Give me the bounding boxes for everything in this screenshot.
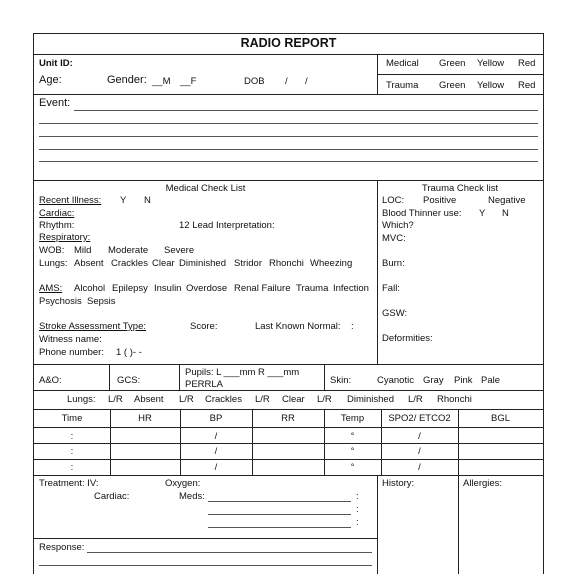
loc-negative-option[interactable]: Negative [488, 195, 526, 206]
ams-renal-failure-option[interactable]: Renal Failure [234, 283, 291, 294]
event-line[interactable] [39, 123, 538, 124]
skin-cyanotic-option[interactable]: Cyanotic [377, 375, 414, 386]
loc-positive-option[interactable]: Positive [423, 195, 457, 206]
trauma-checklist-heading: Trauma Check list [421, 183, 499, 194]
meds-label: Meds: [179, 491, 205, 502]
pupils-label[interactable]: Pupils: L ___mm R ___mm [185, 367, 300, 378]
lungs-absent-option[interactable]: Absent [74, 258, 104, 269]
skin-pink-option[interactable]: Pink [454, 375, 473, 386]
divider [34, 538, 377, 539]
age-label: Age: [39, 74, 62, 86]
ams-sepsis-option[interactable]: Sepsis [87, 296, 116, 307]
event-line[interactable] [39, 149, 538, 150]
recent-illness-label: Recent Illness: [39, 195, 102, 206]
loc-label: LOC: [382, 195, 405, 206]
divider [34, 390, 543, 391]
vitals-cell[interactable]: : [70, 431, 74, 442]
respiratory-label: Respiratory: [39, 232, 91, 243]
lungs-side-toggle[interactable]: L/R [108, 394, 123, 405]
recent-illness-no[interactable]: N [144, 195, 151, 206]
rhythm-label: Rhythm: [39, 220, 75, 231]
unit-id-label: Unit ID: [39, 58, 73, 69]
ams-label: AMS: [39, 283, 63, 294]
event-line[interactable] [74, 110, 538, 111]
trauma-priority-label: Trauma [386, 80, 419, 91]
vitals-cell[interactable]: / [418, 462, 421, 473]
lungs-side-toggle[interactable]: L/R [408, 394, 423, 405]
medical-red-option[interactable]: Red [518, 58, 536, 69]
skin-label: Skin: [330, 375, 352, 386]
lungs-row-label: Lungs: [67, 394, 96, 405]
vitals-header-rr: RR [281, 413, 295, 424]
vitals-cell[interactable]: / [418, 431, 421, 442]
treatment-iv-label: Treatment: IV: [39, 478, 99, 489]
lungs-label: Lungs: [39, 258, 68, 269]
skin-pale-option[interactable]: Pale [481, 375, 501, 386]
lungs-side-toggle[interactable]: L/R [255, 394, 270, 405]
vitals-header-spo2-etco2: SPO2/ ETCO2 [388, 413, 451, 424]
radio-report-form [33, 33, 544, 574]
ams-alcohol-option[interactable]: Alcohol [74, 283, 106, 294]
meds-line[interactable] [208, 527, 351, 528]
lungs-rhonchi-option[interactable]: Rhonchi [269, 258, 304, 269]
blood-thinner-yes[interactable]: Y [479, 208, 486, 219]
mvc-label: MVC: [382, 233, 406, 244]
vitals-cell[interactable]: : [70, 446, 74, 457]
ams-psychosis-option[interactable]: Psychosis [39, 296, 82, 307]
dob-separator: / [305, 76, 308, 87]
lungs-diminished-option[interactable]: Diminished [347, 394, 394, 405]
gender-m-option[interactable]: __M [152, 76, 171, 87]
lungs-clear-option[interactable]: Clear [282, 394, 305, 405]
divider [34, 364, 543, 365]
lungs-clear-option[interactable]: Clear [152, 258, 175, 269]
ams-epilepsy-option[interactable]: Epilepsy [112, 283, 148, 294]
gender-label: Gender: [107, 74, 147, 86]
divider [34, 94, 543, 95]
time-colon: : [351, 321, 354, 332]
wob-mild-option[interactable]: Mild [74, 245, 92, 256]
report-title: RADIO REPORT [240, 36, 337, 50]
medical-yellow-option[interactable]: Yellow [477, 58, 505, 69]
witness-name-label: Witness name: [39, 334, 102, 345]
trauma-yellow-option[interactable]: Yellow [477, 80, 505, 91]
stroke-assessment-label: Stroke Assessment Type: [39, 321, 147, 332]
wob-moderate-option[interactable]: Moderate [108, 245, 149, 256]
wob-label: WOB: [39, 245, 65, 256]
lungs-diminished-option[interactable]: Diminished [179, 258, 226, 269]
dob-label: DOB [244, 76, 265, 87]
vitals-cell[interactable]: : [70, 462, 74, 473]
divider [109, 364, 110, 390]
lungs-absent-option[interactable]: Absent [134, 394, 164, 405]
medical-green-option[interactable]: Green [439, 58, 466, 69]
vitals-cell[interactable]: / [214, 462, 218, 473]
meds-time-colon: : [356, 491, 359, 502]
which-label: Which? [382, 220, 414, 231]
lead12-label: 12 Lead Interpretation: [179, 220, 275, 231]
allergies-label: Allergies: [463, 478, 503, 489]
deformities-label: Deformities: [382, 333, 433, 344]
score-label: Score: [190, 321, 218, 332]
event-line[interactable] [39, 136, 538, 137]
divider [377, 74, 543, 75]
perrla-option[interactable]: PERRLA [185, 379, 224, 390]
ams-overdose-option[interactable]: Overdose [186, 283, 228, 294]
divider [377, 475, 378, 574]
meds-line[interactable] [208, 514, 351, 515]
trauma-green-option[interactable]: Green [439, 80, 466, 91]
divider [34, 180, 543, 181]
vitals-cell[interactable]: ° [350, 446, 355, 457]
recent-illness-yes[interactable]: Y [120, 195, 127, 206]
vitals-header-temp: Temp [340, 413, 365, 424]
divider [34, 475, 543, 476]
gcs-label: GCS: [117, 375, 141, 386]
gsw-label: GSW: [382, 308, 408, 319]
vitals-cell[interactable]: / [214, 431, 218, 442]
lungs-crackles-option[interactable]: Crackles [111, 258, 148, 269]
meds-time-colon: : [356, 517, 359, 528]
ams-trauma-option[interactable]: Trauma [296, 283, 329, 294]
response-line[interactable] [87, 552, 372, 553]
vitals-cell[interactable]: / [418, 446, 421, 457]
oxygen-label: Oxygen: [165, 478, 201, 489]
trauma-red-option[interactable]: Red [518, 80, 536, 91]
cardiac-label: Cardiac: [39, 208, 75, 219]
ao-label: A&O: [39, 375, 62, 386]
gender-f-option[interactable]: __F [180, 76, 197, 87]
skin-gray-option[interactable]: Gray [423, 375, 444, 386]
vitals-header-time: Time [61, 413, 83, 424]
blood-thinner-label: Blood Thinner use: [382, 208, 462, 219]
response-line[interactable] [39, 565, 372, 566]
medical-checklist-heading: Medical Check List [165, 183, 246, 194]
blood-thinner-no[interactable]: N [502, 208, 509, 219]
lungs-side-toggle[interactable]: L/R [317, 394, 332, 405]
phone-number-format[interactable]: 1 ( )- - [116, 347, 142, 358]
lungs-rhonchi-option[interactable]: Rhonchi [437, 394, 472, 405]
divider [458, 475, 459, 574]
divider [179, 364, 180, 390]
last-known-normal-label: Last Known Normal: [255, 321, 341, 332]
vitals-header-bgl: BGL [490, 413, 510, 424]
divider [324, 364, 325, 390]
history-label: History: [382, 478, 415, 489]
vitals-cell[interactable]: ° [350, 462, 355, 473]
meds-line[interactable] [208, 501, 351, 502]
vitals-header-bp: BP [209, 413, 223, 424]
treatment-cardiac-label: Cardiac: [94, 491, 130, 502]
ams-insulin-option[interactable]: Insulin [154, 283, 182, 294]
vitals-cell[interactable]: / [214, 446, 218, 457]
wob-severe-option[interactable]: Severe [164, 245, 195, 256]
lungs-wheezing-option[interactable]: Wheezing [310, 258, 353, 269]
event-label: Event: [39, 97, 71, 109]
event-line[interactable] [39, 161, 538, 162]
phone-number-label: Phone number: [39, 347, 104, 358]
medical-priority-label: Medical [386, 58, 419, 69]
divider [34, 54, 543, 55]
meds-time-colon: : [356, 504, 359, 515]
response-label: Response: [39, 542, 85, 553]
ams-infection-option[interactable]: Infection [333, 283, 369, 294]
divider [377, 180, 378, 364]
vitals-cell[interactable]: ° [350, 431, 355, 442]
burn-label: Burn: [382, 258, 405, 269]
lungs-crackles-option[interactable]: Crackles [205, 394, 242, 405]
dob-separator: / [285, 76, 288, 87]
lungs-side-toggle[interactable]: L/R [179, 394, 194, 405]
lungs-stridor-option[interactable]: Stridor [234, 258, 262, 269]
fall-label: Fall: [382, 283, 400, 294]
vitals-header-hr: HR [138, 413, 152, 424]
